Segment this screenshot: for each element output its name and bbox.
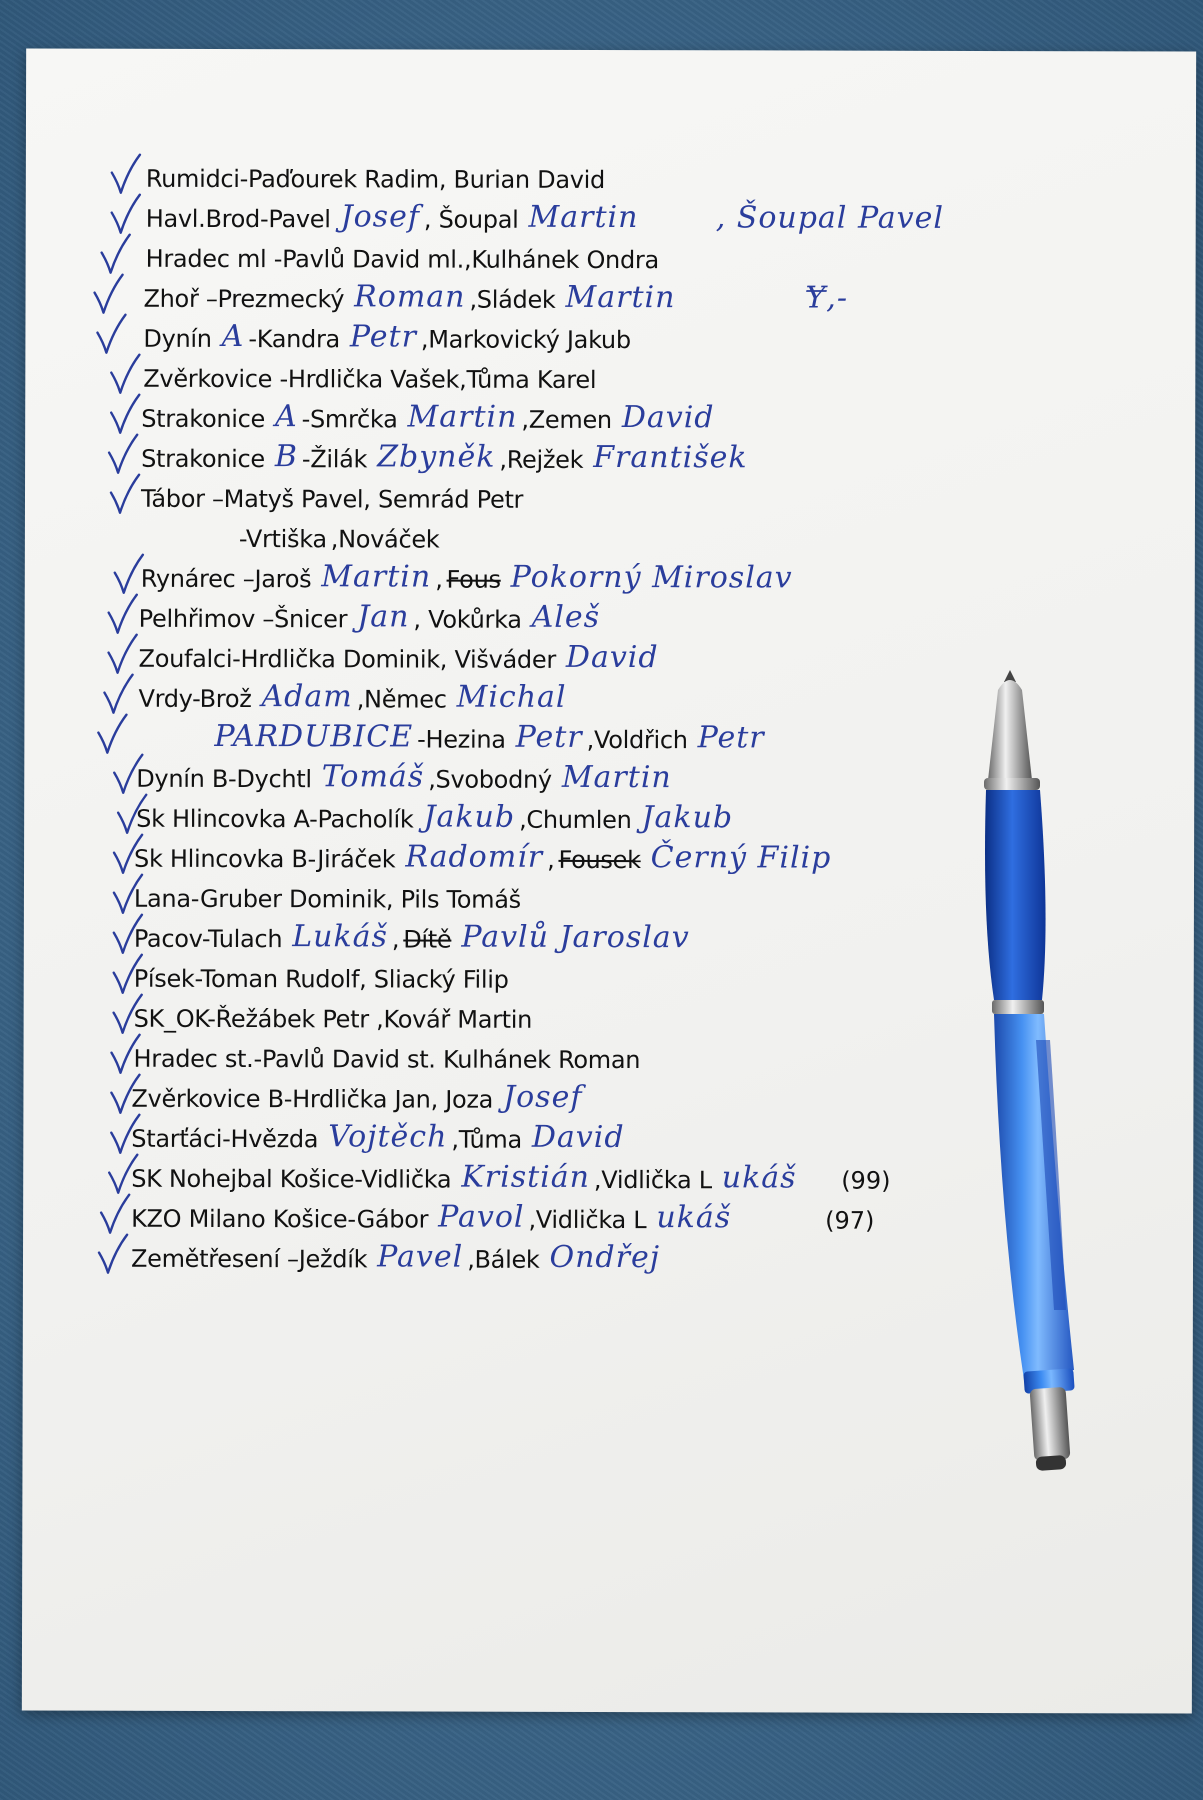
printed-text: ,	[435, 565, 443, 594]
handwritten-name: Vojtěch	[328, 1119, 448, 1155]
printed-text: Pacov-Tulach	[133, 924, 283, 954]
printed-text: Havl.Brod-Pavel	[145, 204, 331, 234]
checkmark-icon	[108, 153, 144, 197]
printed-text: Hradec ml -Pavlů David ml.,Kulhánek Ondra	[145, 244, 659, 275]
printed-text: Strakonice	[141, 444, 265, 474]
handwritten-name: David	[565, 639, 659, 676]
printed-text: ,Vidlička L	[528, 1205, 647, 1235]
struck-name: Fous	[446, 565, 501, 594]
checkmark-icon	[108, 193, 144, 237]
struck-name: Fousek	[558, 845, 641, 875]
printed-text: ,Chumlen	[519, 805, 632, 835]
printed-text: Rynárec –Jaroš	[140, 564, 312, 594]
printed-text: Zoufalci-Hrdlička Dominik, Višváder	[138, 644, 556, 674]
handwritten-name: Martin	[407, 399, 518, 435]
checkmark-icon	[98, 233, 134, 277]
handwritten-name: Josef	[503, 1079, 583, 1115]
handwritten-name: ukáš	[721, 1160, 797, 1196]
handwritten-name: Petr	[515, 719, 583, 755]
printed-text: Pelhřimov –Šnicer	[138, 604, 348, 634]
printed-text: ,Nováček	[330, 525, 440, 554]
handwritten-name: Jan	[357, 599, 410, 635]
printed-text: Tábor –Matyš Pavel, Semrád Petr	[140, 484, 524, 514]
handwritten-name: David	[531, 1119, 625, 1156]
printed-text: -Vrtiška	[238, 525, 327, 554]
printed-text: Zemětřesení –Ježdík	[130, 1244, 368, 1274]
printed-text: Zvěrkovice -Hrdlička Vašek,Tůma Karel	[143, 364, 597, 394]
printed-text: ,Rejžek	[499, 445, 584, 474]
ballpoint-pen-icon	[980, 670, 1120, 1490]
checkmark-icon	[107, 393, 143, 437]
checkmark-icon	[93, 313, 129, 357]
checkmark-icon	[94, 713, 130, 757]
handwritten-name: Jakub	[641, 800, 734, 836]
printed-text: , Vokůrka	[413, 605, 522, 634]
printed-text: Dynín	[143, 324, 212, 353]
printed-text: ,Němec	[356, 685, 447, 714]
printed-text: ,Zemen	[521, 405, 612, 435]
checkmark-icon	[90, 273, 126, 317]
handwritten-name: A	[221, 318, 245, 355]
handwritten-name: Pavol	[438, 1199, 525, 1235]
handwritten-name: ukáš	[656, 1200, 732, 1236]
printed-text: Písek-Toman Rudolf, Sliacký Filip	[133, 964, 509, 994]
checkmark-icon	[107, 353, 143, 397]
handwritten-name: Martin	[561, 759, 672, 796]
printed-text: , Šoupal	[423, 205, 519, 234]
printed-text: -Hezina	[417, 725, 506, 754]
printed-text: Zhoř –Prezmecký	[143, 284, 345, 314]
handwritten-name: Pavlů Jaroslav	[461, 919, 690, 956]
handwritten-name: Jakub	[423, 799, 516, 835]
checkmark-icon	[95, 1233, 131, 1277]
handwritten-name: Michal	[456, 679, 567, 715]
printed-text: Sk Hlincovka B-Jiráček	[134, 844, 396, 874]
checkmark-icon	[105, 593, 141, 637]
handwritten-name: Martin	[565, 279, 676, 316]
printed-text: ,Bálek	[467, 1245, 540, 1274]
handwritten-name: Lukáš	[292, 919, 388, 955]
handwritten-name: Ɏ,-	[805, 280, 849, 316]
printed-text: SK_OK-Řežábek Petr ,Kovář Martin	[133, 1004, 533, 1034]
printed-text: ,Markovický Jakub	[420, 325, 631, 355]
printed-text: -Kandra	[248, 325, 341, 354]
handwritten-name: , Šoupal Pavel	[715, 200, 945, 236]
printed-text: Starťáci-Hvězda	[131, 1124, 319, 1154]
printed-text: Strakonice	[141, 404, 266, 434]
handwritten-name: David	[621, 400, 715, 436]
checkmark-icon	[107, 473, 143, 517]
handwritten-name: Pokorný Miroslav	[510, 559, 793, 596]
printed-text: Rumidci-Paďourek Radim, Burian David	[145, 164, 605, 194]
printed-text: ,	[547, 845, 555, 874]
printed-text: SK Nohejbal Košice-Vidlička	[131, 1164, 452, 1194]
checkmark-icon	[100, 673, 136, 717]
handwritten-name: PARDUBICE	[214, 718, 414, 755]
printed-text: ,Voldřich	[586, 725, 688, 755]
handwritten-name: B	[274, 439, 298, 475]
score-note: (97)	[825, 1206, 875, 1235]
printed-text: Dynín B-Dychtl	[136, 764, 312, 794]
printed-text: ,Svobodný	[428, 765, 552, 794]
checkmark-icon	[105, 433, 141, 477]
printed-text: Hradec st.-Pavlů David st. Kulhánek Roman	[133, 1044, 641, 1075]
handwritten-name: Petr	[697, 720, 765, 756]
handwritten-name: A	[274, 399, 298, 435]
handwritten-name: Martin	[321, 559, 432, 595]
struck-name: Dítě	[403, 925, 452, 954]
handwritten-name: Adam	[261, 679, 353, 715]
handwritten-name: Josef	[340, 199, 421, 235]
handwritten-name: Aleš	[531, 599, 601, 635]
handwritten-name: Martin	[528, 199, 639, 236]
handwritten-name: Zbyněk	[377, 439, 496, 475]
handwritten-name: Radomír	[405, 839, 544, 875]
printed-text: ,Vidlička L	[593, 1165, 712, 1195]
handwritten-name: Roman	[354, 279, 466, 315]
printed-text: Vrdy-Brož	[138, 684, 252, 714]
score-note: (99)	[841, 1166, 891, 1195]
handwritten-name: František	[593, 439, 748, 476]
printed-text: Zvěrkovice B-Hrdlička Jan, Joza	[131, 1084, 494, 1114]
printed-text: -Smrčka	[301, 405, 398, 434]
printed-text: KZO Milano Košice-Gábor	[131, 1204, 429, 1234]
printed-text: ,Tůma	[451, 1125, 522, 1154]
handwritten-name: Tomáš	[321, 759, 425, 795]
checkmark-icon	[105, 633, 141, 677]
printed-text: ,Sládek	[469, 285, 556, 314]
handwritten-name: Ondřej	[549, 1239, 661, 1276]
checkmark-icon	[97, 1193, 133, 1237]
handwritten-name: Pavel	[377, 1239, 464, 1275]
printed-text: Lana-Gruber Dominik, Pils Tomáš	[133, 884, 521, 914]
printed-text: ,	[391, 925, 400, 954]
handwritten-name: Černý Filip	[650, 840, 832, 876]
handwritten-name: Petr	[349, 319, 418, 355]
printed-text: Sk Hlincovka A-Pacholík	[136, 804, 414, 834]
handwritten-name: Kristián	[461, 1159, 591, 1195]
printed-text: -Žilák	[301, 445, 368, 474]
